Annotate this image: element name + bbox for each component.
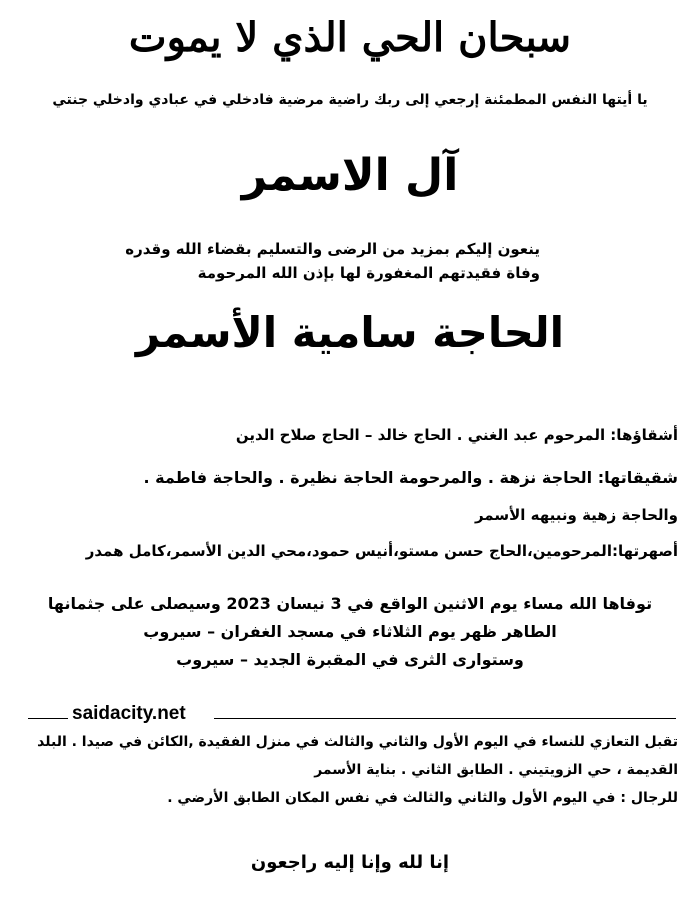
announcement-line-2: وفاة فقيدتهم المغفورة لها بإذن الله المرحومة [197,264,540,282]
death-notice-line-1: توفاها الله مساء يوم الاثنين الواقع في 3 نيسان 2023 وسيصلى على جثمانها [47,594,653,613]
sisters-line-continued: والحاجة زهية ونبيهه الأسمر [474,506,678,524]
family-name: آل الاسمر [241,150,459,201]
divider-right [214,718,676,719]
in-laws-line: أصهرتها:المرحومين،الحاج حسن مستو،أنيس حمود،محي الدين الأسمر،كامل همدر [85,542,678,560]
deceased-name: الحاجة سامية الأسمر [135,308,565,357]
brothers-line: أشقاؤها: المرحوم عبد الغني . الحاج خالد – الحاج صلاح الدين [235,426,678,444]
quran-verse: يا أيتها النفس المطمئنة إرجعي إلى ربك راضية مرضية فادخلي في عبادي وادخلي جنتي [52,92,648,108]
condolences-line-1: تقبل التعازي للنساء في اليوم الأول والثاني والثالث في منزل الفقيدة ,الكائن في صيدا . البلد [37,734,678,750]
condolences-line-3: للرجال : في اليوم الأول والثاني والثالث في نفس المكان الطابق الأرضي . [167,790,678,806]
condolences-line-2: القديمة ، حي الزويتيني . الطابق الثاني . بناية الأسمر [314,762,678,778]
death-notice-line-3: وستوارى الثرى في المقبرة الجديد – سيروب [176,650,524,669]
website-watermark: saidacity.net [72,703,186,724]
page-title: سبحان الحي الذي لا يموت [128,14,572,61]
sisters-line: شقيقاتها: الحاجة نزهة . والمرحومة الحاجة نظيرة . والحاجة فاطمة . [143,468,678,487]
death-notice-line-2: الطاهر ظهر يوم الثلاثاء في مسجد الغفران – سيروب [143,622,557,641]
closing-phrase: إنا لله وإنا إليه راجعون [250,852,450,873]
announcement-line-1: ينعون إليكم بمزيد من الرضى والتسليم بقضاء الله وقدره [125,240,540,258]
divider-left [28,718,68,719]
